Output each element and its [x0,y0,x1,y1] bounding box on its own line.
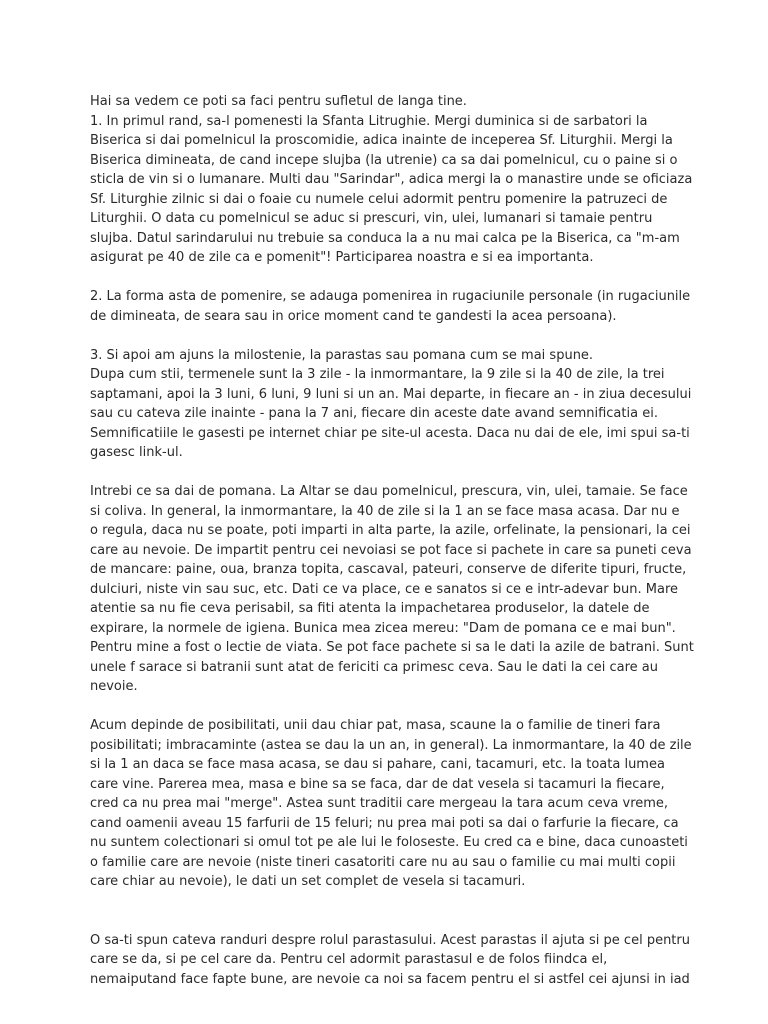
document-body [90,92,694,989]
text-line: unele f sarace si batranii sunt atat de fericiti ca primesc ceva. Sau le dati la cei care au [90,659,658,675]
paragraph-2 [90,287,691,326]
text-line: posibilitati; imbracaminte (astea se dau la un an, in general). La inmormantare, la 40 de zile [90,737,692,753]
text-line: 2. La forma asta de pomenire, se adauga pomenirea in rugaciunile personale (in rugaciunile [90,289,691,304]
text-line: nu suntem colectionari si omul tot pe ale lui le foloseste. Eu cred ca e bine, daca cunoasteti [90,835,688,850]
paragraph-3 [90,346,692,463]
text-line: Acum depinde de posibilitati, unii dau chiar pat, masa, scaune la o familie de tineri fara [90,718,661,733]
text-line: sticla de vin si o lumanare. Multi dau "Sarindar", adica mergi la o manastire unde se oficiaza [90,172,693,187]
text-line: si coliva. In general, la inmormantare, la 40 de zile si la 1 an se face masa acasa. Dar nu e [90,503,680,519]
text-line: gasesc link-ul. [90,445,183,460]
text-line: atentie sa nu fie ceva perisabil, sa fiti atenta la impachetarea produselor, la datele de [90,601,650,616]
text-line: expirare, la normele de igiena. Bunica mea zicea mereu: "Dam de pomana ce e mai bun". [90,620,676,636]
text-line: Dupa cum stii, termenele sunt la 3 zile - la inmormantare, la 9 zile si la 40 de zile, la trei [90,367,665,382]
text-line: Biserica si dai pomelnicul la proscomidie, adica inainte de inceperea Sf. Liturghii. Mergi la [90,133,673,148]
paragraph-6 [90,931,690,990]
paragraph-gap [90,892,685,931]
text-line: Intrebi ce sa dai de pomana. La Altar se dau pomelnicul, prescura, vin, ulei, tamaie. Se face [90,484,688,499]
text-line: asigurat pe 40 de zile ca e pomenit"! Participarea noastra e si ea importanta. [90,250,594,265]
text-line: de mancare: paine, oua, branza topita, cascaval, pateuri, conserve de diferite tipuri, fructe, [90,562,687,577]
text-line: 1. In primul rand, sa-l pomenesti la Sfanta Litrughie. Mergi duminica si de sarbatori la [90,113,648,129]
text-line: cand oamenii aveau 15 farfurii de 15 feluri; nu prea mai poti sa dai o farfurie la fiecare, ca [90,815,679,831]
text-line: sau cu cateva zile inainte - pana la 7 ani, fiecare din aceste date avand semnificatia ei. [90,406,658,421]
text-line: nevoie. [90,679,138,694]
text-line: Semnificatiile le gasesti pe internet chiar pe site-ul acesta. Daca nu dai de ele, imi spui sa-ti [90,425,690,441]
text-line: Biserica dimineata, de cand incepe slujba (la utrenie) ca sa dai pomelnicul, cu o paine si o [90,152,678,168]
text-line: cred ca nu prea mai "merge". Astea sunt traditii care mergeau la tara acum ceva vreme, [90,796,669,811]
paragraph-4 [90,482,694,697]
text-line: nemaiputand face fapte bune, are nevoie ca noi sa facem pentru el si astfel cei ajunsi in iad [90,971,690,987]
text-line: 3. Si apoi am ajuns la milostenie, la parastas sau pomana cum se mai spune. [90,347,594,363]
paragraph-5 [90,716,692,892]
paragraph-1 [90,112,693,268]
text-line: o regula, daca nu se poate, poti imparti in alta parte, la azile, orfelinate, la pensionari, la cei [90,523,691,538]
text-line: dulciuri, niste vin sau suc, etc. Dati ce va place, ce e sanatos si ce e intr-adevar bun. Mare [90,581,678,597]
intro-line: Hai sa vedem ce poti sa faci pentru sufletul de langa tine. [90,94,467,109]
paragraph-gap [90,268,685,288]
paragraph-gap [90,697,685,717]
text-line: de dimineata, de seara sau in orice moment cand te gandesti la acea persoana). [90,308,617,324]
text-line: care au nevoie. De impartit pentru cei nevoiasi se pot face si pachete in care sa puneti ceva [90,542,692,558]
text-line: Liturghii. O data cu pomelnicul se aduc si prescuri, vin, ulei, lumanari si tamaie pentru [90,211,653,226]
text-line: slujba. Datul sarindarului nu trebuie sa conduca la a nu mai calca pe la Biserica, ca "m-am [90,230,680,246]
text-line: Sf. Liturghie zilnic si dai o foaie cu numele celui adormit pentru pomenire la patruzeci de [90,191,668,207]
text-line: care vine. Parerea mea, masa e bine sa se faca, dar de dat vesela si tacamuri la fiecare, [90,776,665,792]
paragraph-gap [90,326,685,346]
text-line: o familie care are nevoie (niste tineri casatoriti care nu au sau o familie cu mai multi copii [90,854,676,870]
text-line: O sa-ti spun cateva randuri despre rolul parastasului. Acest parastas il ajuta si pe cel pentru [90,932,690,948]
text-line: si la 1 an daca se face masa acasa, se dau si pahare, cani, tacamuri, etc. la toata lumea [90,757,665,772]
text-line: saptamani, apoi la 3 luni, 6 luni, 9 luni si un an. Mai departe, in fiecare an - in ziua decesului [90,386,692,402]
text-line: care chiar au nevoie), le dati un set complet de vesela si tacamuri. [90,874,526,889]
text-line: care se da, si pe cel care da. Pentru cel adormit parastasul e de folos fiindca el, [90,952,608,967]
paragraph-gap [90,463,685,483]
text-line: Pentru mine a fost o lectie de viata. Se pot face pachete si sa le dati la azile de batrani. Sunt [90,640,694,655]
